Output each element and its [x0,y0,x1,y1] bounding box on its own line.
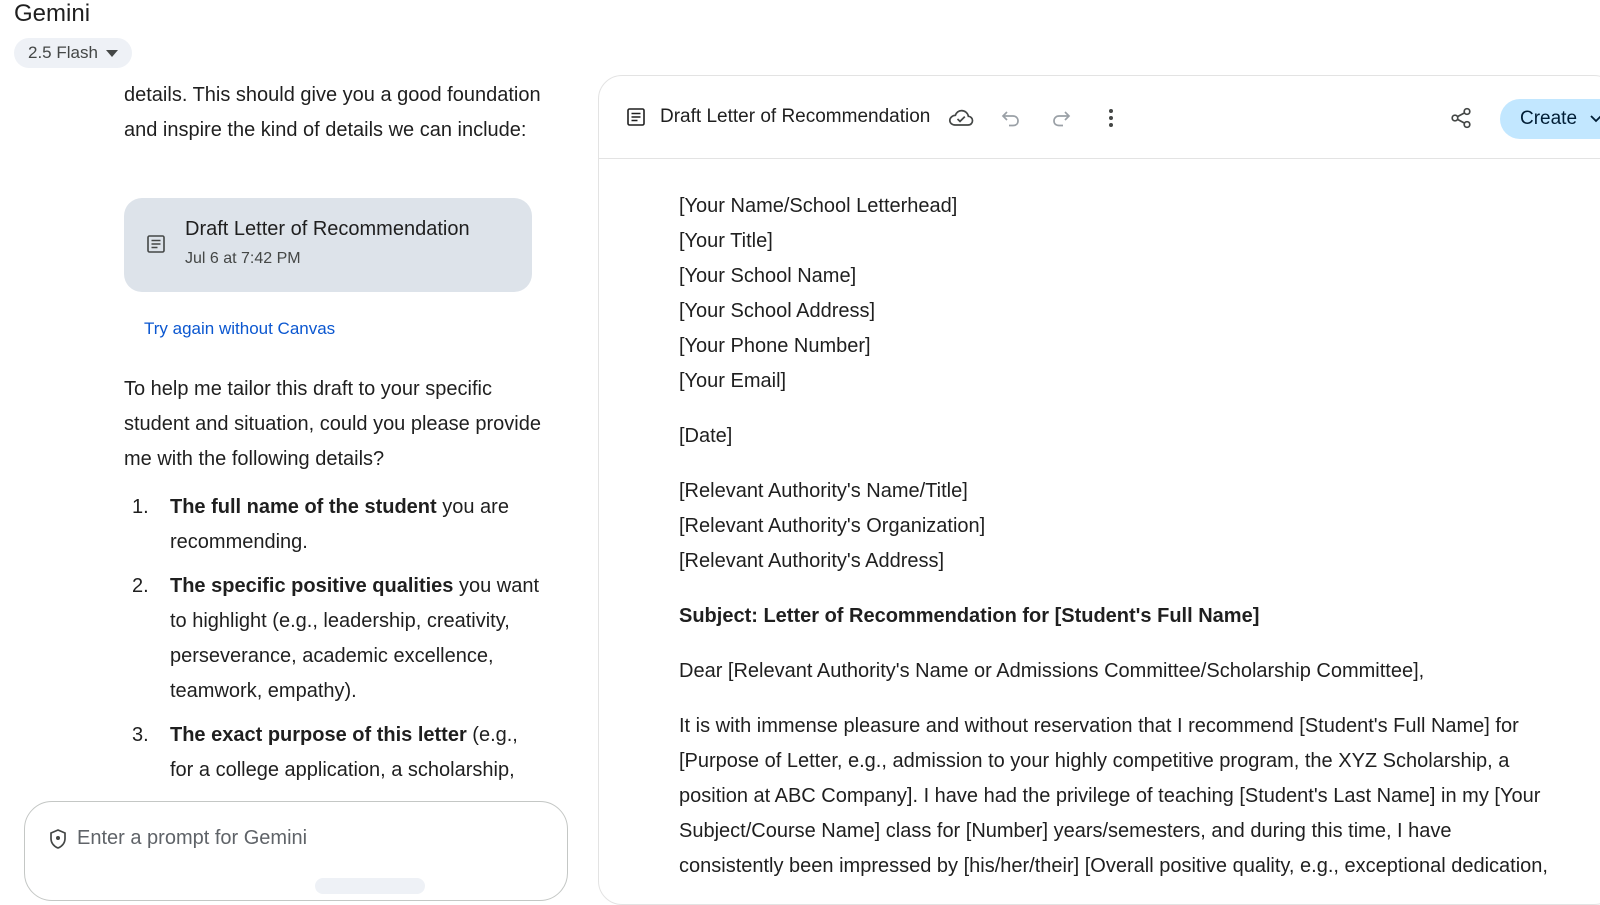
cloud-sync-icon[interactable] [947,104,975,132]
list-item: 3. The exact purpose of this letter (e.g., for a college application, a scholarship, [132,724,518,781]
canvas-toolbar [599,76,1600,159]
redo-icon[interactable] [1047,104,1075,132]
letter-header: [Your Name/School Letterhead] [Your Title] [Your School Name] [Your School Address] [Your Phone Number] [Your Email] [679,195,958,392]
prompt-tools-bar [315,878,425,894]
canvas-doc-card[interactable] [124,198,532,292]
letter-date: [Date] [679,425,733,447]
details-list [124,490,544,797]
list-item: 1. The full name of the student you are recommending. [132,496,509,553]
letter-salutation: Dear [Relevant Authority's Name or Admissions Committee/Scholarship Committee], [679,660,1425,682]
canvas-title: Draft Letter of Recommendation [660,106,931,127]
doc-icon [626,107,646,132]
card-timestamp: Jul 6 at 7:42 PM [185,250,301,267]
prompt-box[interactable] [24,801,568,901]
letter-body: It is with immense pleasure and without reservation that I recommend [Student's Full Name] for [Purpose of Letter, e.g., admission to your highly competitive program, the XYZ Scholarship, a position at ABC Company]. I have had the privilege of teaching [Student's Last Name] in my [Your Subject/Course Name] class for [Number] years/semesters, and during this time, I have consistently been impressed by [his/her/their] [Overall positive quality, e.g., exceptional dedication, [679,715,1548,877]
letter-recipient: [Relevant Authority's Name/Title] [Relevant Authority's Organization] [Relevant Authority's Address] [679,480,986,572]
letter-subject: Subject: Letter of Recommendation for [Student's Full Name] [679,605,1260,627]
create-label: Create [1520,108,1578,129]
canvas-panel [598,75,1600,905]
chat-question-text: To help me tailor this draft to your specific student and situation, could you please provide me with the following details? [124,378,541,470]
letter-document[interactable] [679,189,1599,904]
caret-down-icon [106,50,118,57]
document-icon [146,234,166,259]
create-button[interactable] [1500,99,1600,139]
undo-icon[interactable] [997,104,1025,132]
share-icon[interactable] [1447,104,1475,132]
chevron-down-icon [1589,108,1600,130]
model-label: 2.5 Flash [28,43,98,62]
list-item: 2. The specific positive qualities you want to highlight (e.g., leadership, creativity, perseverance, academic excellence, teamwork, empathy). [132,575,540,702]
shield-icon [49,829,67,854]
app-title: Gemini [14,0,91,27]
chat-intro-text: details. This should give you a good foundation and inspire the kind of details we can include: [124,84,541,141]
model-selector[interactable] [14,38,132,68]
prompt-input[interactable] [75,820,519,856]
more-vert-icon[interactable] [1097,104,1125,132]
chat-panel [0,74,586,884]
card-title: Draft Letter of Recommendation [185,218,470,240]
try-again-link[interactable]: Try again without Canvas [144,319,336,338]
